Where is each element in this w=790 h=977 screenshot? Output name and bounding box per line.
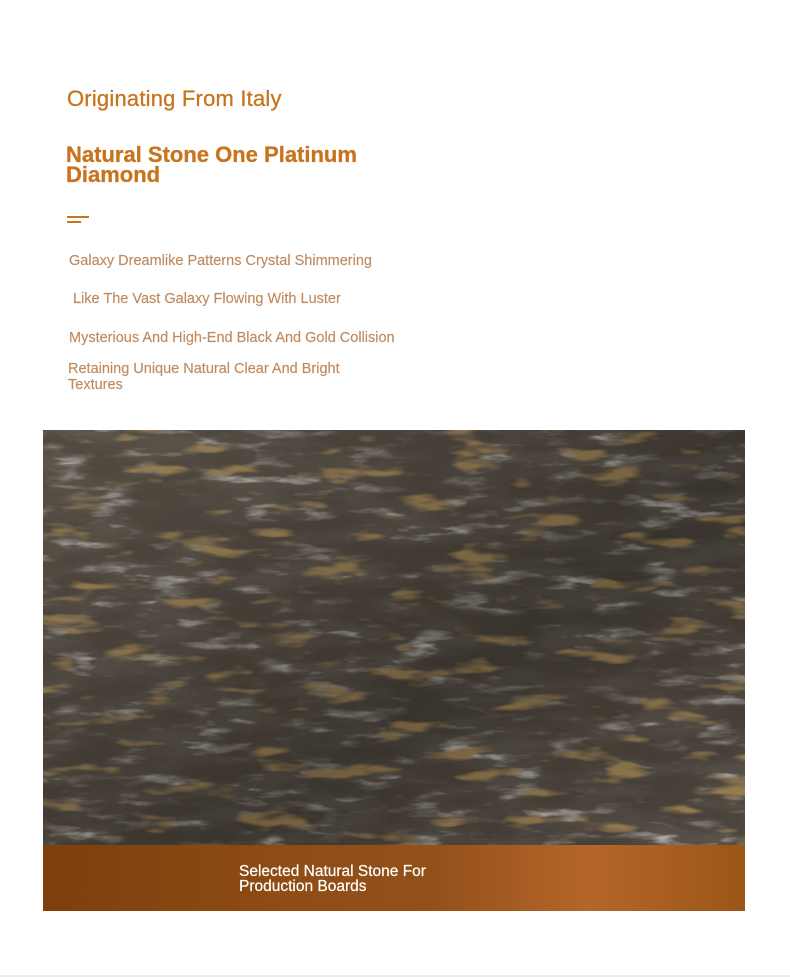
- stone-texture-graphic: [43, 430, 745, 911]
- origin-title: Originating From Italy: [67, 86, 282, 111]
- stone-texture-image: [43, 430, 745, 911]
- feature-item: Like The Vast Galaxy Flowing With Luster: [73, 291, 341, 307]
- feature-item: Retaining Unique Natural Clear And Bright Textures: [68, 361, 340, 393]
- stone-caption: Selected Natural Stone For Production Boards: [239, 863, 426, 895]
- feature-item: Mysterious And High-End Black And Gold Collision: [69, 330, 395, 346]
- menu-lines-icon: [67, 216, 91, 226]
- feature-item: Galaxy Dreamlike Patterns Crystal Shimmering: [69, 253, 372, 269]
- product-title: Natural Stone One Platinum Diamond: [66, 142, 357, 187]
